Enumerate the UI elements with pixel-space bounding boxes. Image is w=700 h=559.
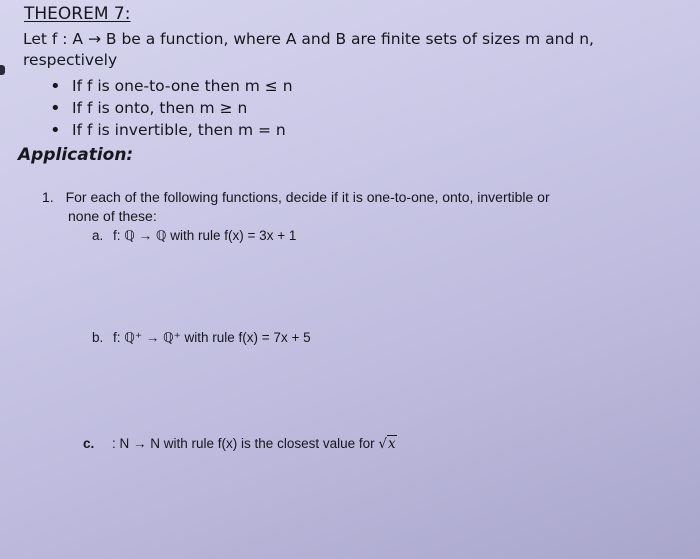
page-edge-mark xyxy=(0,65,5,75)
bullet-dot-icon: • xyxy=(50,76,61,97)
bullet-dot-icon: • xyxy=(50,98,61,119)
theorem-statement-line-1: Let f : A → B be a function, where A and B are finite sets of sizes m and n, xyxy=(23,30,594,48)
part-a xyxy=(92,228,296,244)
part-b-text: f: ℚ⁺ → ℚ⁺ with rule f(x) = 7x + 5 xyxy=(113,330,311,345)
bullet-text: If f is invertible, then m = n xyxy=(72,121,286,139)
part-b-label: b. xyxy=(92,330,104,345)
bullet-text: If f is onto, then m ≥ n xyxy=(72,99,248,117)
part-c-label: c. xyxy=(83,436,95,451)
question-number: 1. xyxy=(42,189,54,205)
bullet-text: If f is one-to-one then m ≤ n xyxy=(72,77,293,95)
radicand: x xyxy=(387,436,396,452)
part-b xyxy=(92,330,311,346)
part-a-text: f: ℚ → ℚ with rule f(x) = 3x + 1 xyxy=(113,228,297,243)
bullet-item xyxy=(50,76,293,97)
question-text: For each of the following functions, decide if it is one-to-one, onto, invertible or xyxy=(65,189,550,205)
bullet-dot-icon: • xyxy=(50,120,61,141)
part-c xyxy=(83,436,397,452)
theorem-title: THEOREM 7: xyxy=(24,4,131,24)
question-line-1 xyxy=(42,189,550,205)
bullet-item xyxy=(50,120,286,141)
bullet-item xyxy=(50,98,248,119)
part-c-text: : N → N with rule f(x) is the closest value for xyxy=(112,436,375,451)
square-root-expression: √x xyxy=(378,436,396,452)
part-a-label: a. xyxy=(92,228,104,243)
theorem-statement-line-2: respectively xyxy=(23,51,118,69)
question-line-2: none of these: xyxy=(68,208,157,224)
application-heading: Application: xyxy=(18,145,134,165)
